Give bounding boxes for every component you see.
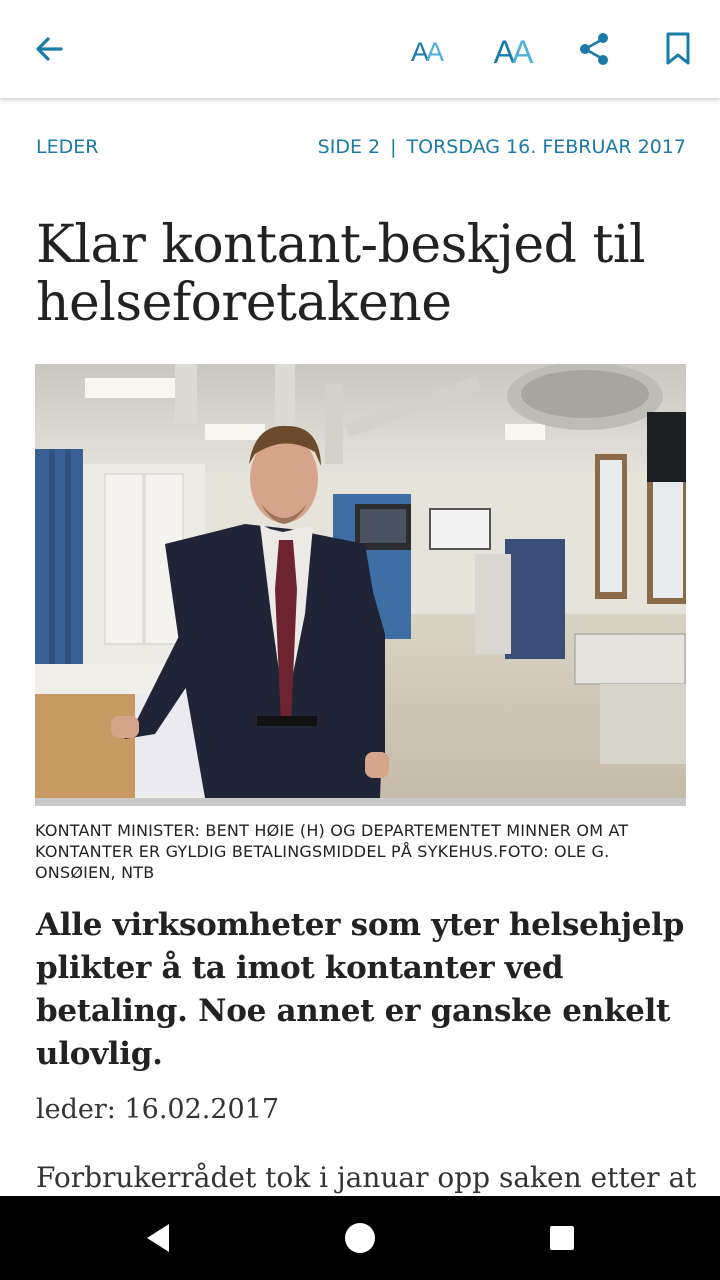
system-navigation-bar — [0, 1196, 720, 1280]
article-byline: leder: 16.02.2017 — [36, 1094, 280, 1125]
nav-recents-button[interactable] — [540, 1216, 584, 1260]
article-lead: Alle virksomheter som yter helsehjelp plikter å ta imot kontanter ved betaling. Noe annet er ganske enkelt ulovlig. — [36, 907, 685, 1072]
meta-separator: | — [390, 136, 397, 158]
nav-home-button[interactable] — [338, 1216, 382, 1260]
section-label: LEDER — [36, 136, 99, 158]
font-size-large-icon: AA — [493, 33, 531, 70]
back-button[interactable] — [22, 22, 76, 76]
triangle-back-icon — [143, 1221, 173, 1255]
hospital-room-photo — [35, 364, 686, 798]
bookmark-icon — [663, 31, 693, 67]
article-headline: Klar kontant-beskjed til helseforetakene — [36, 215, 646, 333]
page-and-date — [318, 136, 686, 158]
circle-home-icon — [343, 1221, 377, 1255]
app-toolbar — [0, 0, 720, 98]
arrow-left-icon — [33, 33, 65, 65]
page-number: SIDE 2 — [317, 136, 381, 158]
square-recents-icon — [547, 1223, 577, 1253]
share-icon — [576, 31, 612, 67]
increase-font-button[interactable] — [482, 22, 542, 76]
article-body-paragraph: Forbrukerrådet tok i januar opp saken etter at — [36, 1161, 697, 1194]
publish-date: TORSDAG 16. FEBRUAR 2017 — [406, 136, 686, 158]
photo-divider — [35, 798, 686, 806]
decrease-font-button[interactable] — [398, 22, 454, 76]
font-size-small-icon: AA — [410, 36, 442, 67]
article-meta — [36, 136, 686, 164]
nav-back-button[interactable] — [136, 1216, 180, 1260]
article-photo[interactable] — [35, 364, 686, 798]
share-button[interactable] — [566, 22, 622, 76]
bookmark-button[interactable] — [650, 22, 706, 76]
image-caption: KONTANT MINISTER: BENT HØIE (H) OG DEPARTEMENTET MINNER OM AT KONTANTER ER GYLDIG BETALINGSMIDDEL PÅ SYKEHUS.FOTO: OLE G. ONSØIEN, NTB — [35, 821, 629, 882]
